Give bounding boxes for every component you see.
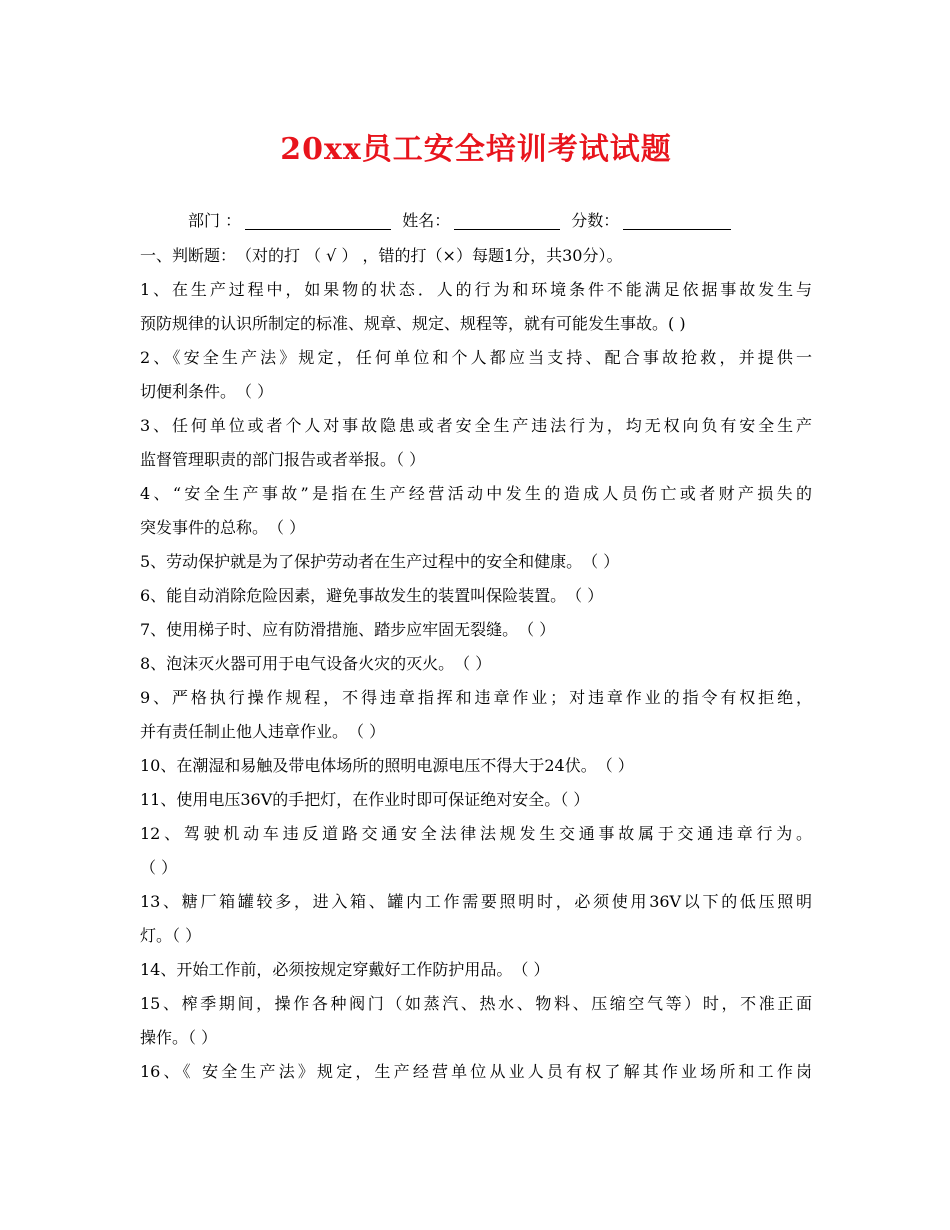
question-line: 9、严格执行操作规程，不得违章指挥和违章作业；对违章作业的指令有权拒绝， xyxy=(140,688,812,707)
question-line: 16、《 安全生产法》规定，生产经营单位从业人员有权了解其作业场所和工作岗 xyxy=(140,1062,812,1081)
question-line: 2、《安全生产法》规定，任何单位和个人都应当支持、配合事故抢救，并提供一 xyxy=(140,348,812,367)
question-line: 8、泡沫灭火器可用于电气设备火灾的灭火。 （ ） xyxy=(140,654,492,673)
question-line: 一、判断题： （对的打 （ √ ） ，错的打（×）每题1分，共30分）。 xyxy=(140,246,623,265)
question-line: 5、劳动保护就是为了保护劳动者在生产过程中的安全和健康。 （ ） xyxy=(140,552,620,571)
department-blank[interactable] xyxy=(245,211,391,230)
question-line: （ ） xyxy=(140,858,178,877)
name-blank[interactable] xyxy=(454,211,560,230)
name-label: 姓名： xyxy=(402,211,451,230)
question-line: 4、“安全生产事故”是指在生产经营活动中发生的造成人员伤亡或者财产损失的 xyxy=(140,484,812,503)
question-line: 灯。（ ） xyxy=(140,926,202,945)
score-blank[interactable] xyxy=(623,211,731,230)
question-line: 并有责任制止他人违章作业。 （ ） xyxy=(140,722,386,741)
question-line: 操作。（ ） xyxy=(140,1028,218,1047)
question-line: 切便利条件。 （ ） xyxy=(140,382,274,401)
question-line: 6、能自动消除危险因素，避免事故发生的装置叫保险装置。 （ ） xyxy=(140,586,604,605)
question-line: 预防规律的认识所制定的标准、规章、规定、规程等，就有可能发生事故。( ) xyxy=(140,314,686,333)
question-line: 13、糖厂箱罐较多，进入箱、罐内工作需要照明时，必须使用36V以下的低压照明 xyxy=(140,892,812,911)
department-label: 部门 ： xyxy=(188,211,242,230)
question-line: 监督管理职责的部门报告或者举报。（ ） xyxy=(140,450,426,469)
question-line: 1、在生产过程中，如果物的状态．人的行为和环境条件不能满足依据事故发生与 xyxy=(140,280,812,299)
question-line: 突发事件的总称。 （ ） xyxy=(140,518,306,537)
question-list xyxy=(140,239,812,1089)
question-line: 3、任何单位或者个人对事故隐患或者安全生产违法行为，均无权向负有安全生产 xyxy=(140,416,812,435)
question-line: 15、榨季期间，操作各种阀门（如蒸汽、热水、物料、压缩空气等）时，不准正面 xyxy=(140,994,812,1013)
exam-title: 20xx员工安全培训考试试题 xyxy=(280,132,672,167)
question-line: 10、在潮湿和易触及带电体场所的照明电源电压不得大于24伏。 （ ） xyxy=(140,756,634,775)
candidate-info-row xyxy=(188,208,737,234)
question-line: 14、开始工作前，必须按规定穿戴好工作防护用品。 （ ） xyxy=(140,960,550,979)
score-label: 分数： xyxy=(571,211,620,230)
question-line: 12、驾驶机动车违反道路交通安全法律法规发生交通事故属于交通违章行为。 xyxy=(140,824,812,843)
question-line: 11、使用电压36V的手把灯，在作业时即可保证绝对安全。（ ） xyxy=(140,790,590,809)
question-line: 7、使用梯子时、应有防滑措施、踏步应牢固无裂缝。 （ ） xyxy=(140,620,556,639)
